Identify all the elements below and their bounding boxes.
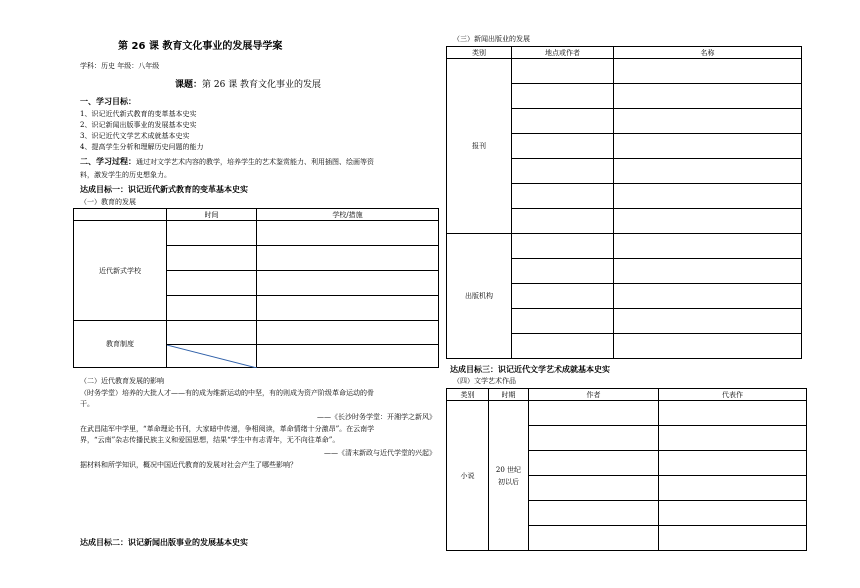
process-paragraph	[80, 156, 440, 168]
subject-meta: 学科：历史 年级：八年级	[80, 62, 160, 70]
school-cell[interactable]	[257, 271, 439, 296]
period-line: 20 世纪	[495, 465, 522, 474]
name-cell[interactable]	[614, 59, 802, 84]
name-cell[interactable]	[614, 209, 802, 234]
name-cell[interactable]	[614, 84, 802, 109]
name-cell[interactable]	[614, 159, 802, 184]
target-2-heading: 达成目标二：识记新闻出版事业的发展基本史实	[80, 538, 248, 547]
location-author-cell[interactable]	[512, 284, 614, 309]
work-cell[interactable]	[659, 526, 807, 551]
location-author-cell[interactable]	[512, 334, 614, 359]
press-table	[446, 46, 802, 359]
row-label-newspaper: 报刊	[447, 59, 512, 234]
doc-title: 第 26 课 教育文化事业的发展导学案	[118, 41, 283, 52]
location-author-cell[interactable]	[512, 234, 614, 259]
table-header: 时期	[489, 389, 529, 401]
education-impact-subtitle: （二）近代教育发展的影响	[80, 377, 164, 385]
location-author-cell[interactable]	[512, 184, 614, 209]
process-title: 二、学习过程：	[80, 157, 136, 166]
author-cell[interactable]	[529, 401, 659, 426]
target-1-heading: 达成目标一：识记近代新式教育的变革基本史实	[80, 185, 248, 194]
work-cell[interactable]	[659, 501, 807, 526]
time-cell[interactable]	[167, 321, 257, 345]
table-header: 代表作	[659, 389, 807, 401]
author-cell[interactable]	[529, 451, 659, 476]
literature-art-subtitle: （四）文学艺术作品	[453, 377, 516, 385]
education-development-subtitle: （一）教育的发展	[80, 198, 136, 206]
goal-list	[80, 109, 203, 153]
table-header: 时间	[167, 209, 257, 221]
table-header: 作者	[529, 389, 659, 401]
quote-line: 界，“云南”杂志传播民族主义和爱国思想，结果“学生中有志青年，无不向往革命”。	[80, 436, 340, 444]
section-goals-title: 一、学习目标：	[80, 97, 136, 106]
time-cell[interactable]	[167, 221, 257, 246]
work-cell[interactable]	[659, 476, 807, 501]
table-header: 类别	[447, 389, 489, 401]
diagonal-line	[167, 345, 257, 368]
lesson-title: 第 26 课 教育文化事业的发展	[202, 80, 322, 90]
author-cell[interactable]	[529, 526, 659, 551]
time-cell[interactable]	[167, 296, 257, 321]
source-quote-2	[80, 424, 440, 446]
period-cell	[489, 401, 529, 551]
press-development-subtitle: （三）新闻出版业的发展	[453, 35, 530, 43]
goal-item: 2、识记新闻出版事业的发展基本史实	[80, 121, 197, 129]
work-cell[interactable]	[659, 426, 807, 451]
school-cell[interactable]	[257, 345, 439, 368]
table-header: 学校/措施	[257, 209, 439, 221]
name-cell[interactable]	[614, 259, 802, 284]
location-author-cell[interactable]	[512, 159, 614, 184]
name-cell[interactable]	[614, 334, 802, 359]
location-author-cell[interactable]	[512, 84, 614, 109]
table-header: 类别	[447, 47, 512, 59]
time-cell[interactable]	[167, 246, 257, 271]
period-line: 初以后	[498, 477, 519, 486]
lesson-label: 课题：	[175, 80, 203, 90]
target-3-heading: 达成目标三：识记近代文学艺术成就基本史实	[450, 365, 610, 374]
work-cell[interactable]	[659, 451, 807, 476]
row-label-education-system: 教育制度	[74, 321, 167, 368]
goal-item: 3、识记近代文学艺术成就基本史实	[80, 132, 190, 140]
name-cell[interactable]	[614, 184, 802, 209]
diagonal-cell	[167, 345, 257, 368]
author-cell[interactable]	[529, 476, 659, 501]
quote-line: （时务学堂）培养的大批人才——有的成为维新运动的中坚，有的则成为资产阶级革命运动的骨	[80, 389, 374, 397]
location-author-cell[interactable]	[512, 134, 614, 159]
location-author-cell[interactable]	[512, 109, 614, 134]
location-author-cell[interactable]	[512, 59, 614, 84]
name-cell[interactable]	[614, 309, 802, 334]
source-citation-1: ——《长沙时务学堂：开湘学之新风》	[317, 413, 436, 421]
location-author-cell[interactable]	[512, 259, 614, 284]
impact-question: 据材料和所学知识，概况中国近代教育的发展对社会产生了哪些影响？	[80, 461, 297, 469]
name-cell[interactable]	[614, 109, 802, 134]
row-label-publisher: 出版机构	[447, 234, 512, 359]
name-cell[interactable]	[614, 234, 802, 259]
source-citation-2: ——《清末新政与近代学堂的兴起》	[324, 449, 436, 457]
school-cell[interactable]	[257, 246, 439, 271]
quote-line: 在武昌陆军中学里，“革命理论书刊，大家暗中传递，争相阅读，革命情绪十分激昂”。在云南学	[80, 425, 375, 433]
school-cell[interactable]	[257, 296, 439, 321]
process-text: 通过对文学艺术内容的教学，培养学生的艺术鉴赏能力、利用插图、绘画等资	[136, 158, 374, 166]
author-cell[interactable]	[529, 501, 659, 526]
time-cell[interactable]	[167, 271, 257, 296]
table-header: 地点或作者	[512, 47, 614, 59]
location-author-cell[interactable]	[512, 209, 614, 234]
row-label-new-school: 近代新式学校	[74, 221, 167, 321]
education-table	[73, 208, 439, 368]
name-cell[interactable]	[614, 284, 802, 309]
table-header: 名称	[614, 47, 802, 59]
process-text-2: 料，激发学生的历史想象力。	[80, 171, 171, 179]
goal-item: 1、识记近代新式教育的变革基本史实	[80, 110, 197, 118]
name-cell[interactable]	[614, 134, 802, 159]
author-cell[interactable]	[529, 426, 659, 451]
quote-line: 干。	[80, 400, 94, 408]
location-author-cell[interactable]	[512, 309, 614, 334]
source-quote-1	[80, 388, 440, 410]
row-label-novel: 小说	[447, 401, 489, 551]
work-cell[interactable]	[659, 401, 807, 426]
literature-table	[446, 388, 807, 551]
school-cell[interactable]	[257, 221, 439, 246]
lesson-heading	[175, 79, 321, 91]
table-header	[74, 209, 167, 221]
school-cell[interactable]	[257, 321, 439, 345]
goal-item: 4、提高学生分析和理解历史问题的能力	[80, 143, 204, 151]
